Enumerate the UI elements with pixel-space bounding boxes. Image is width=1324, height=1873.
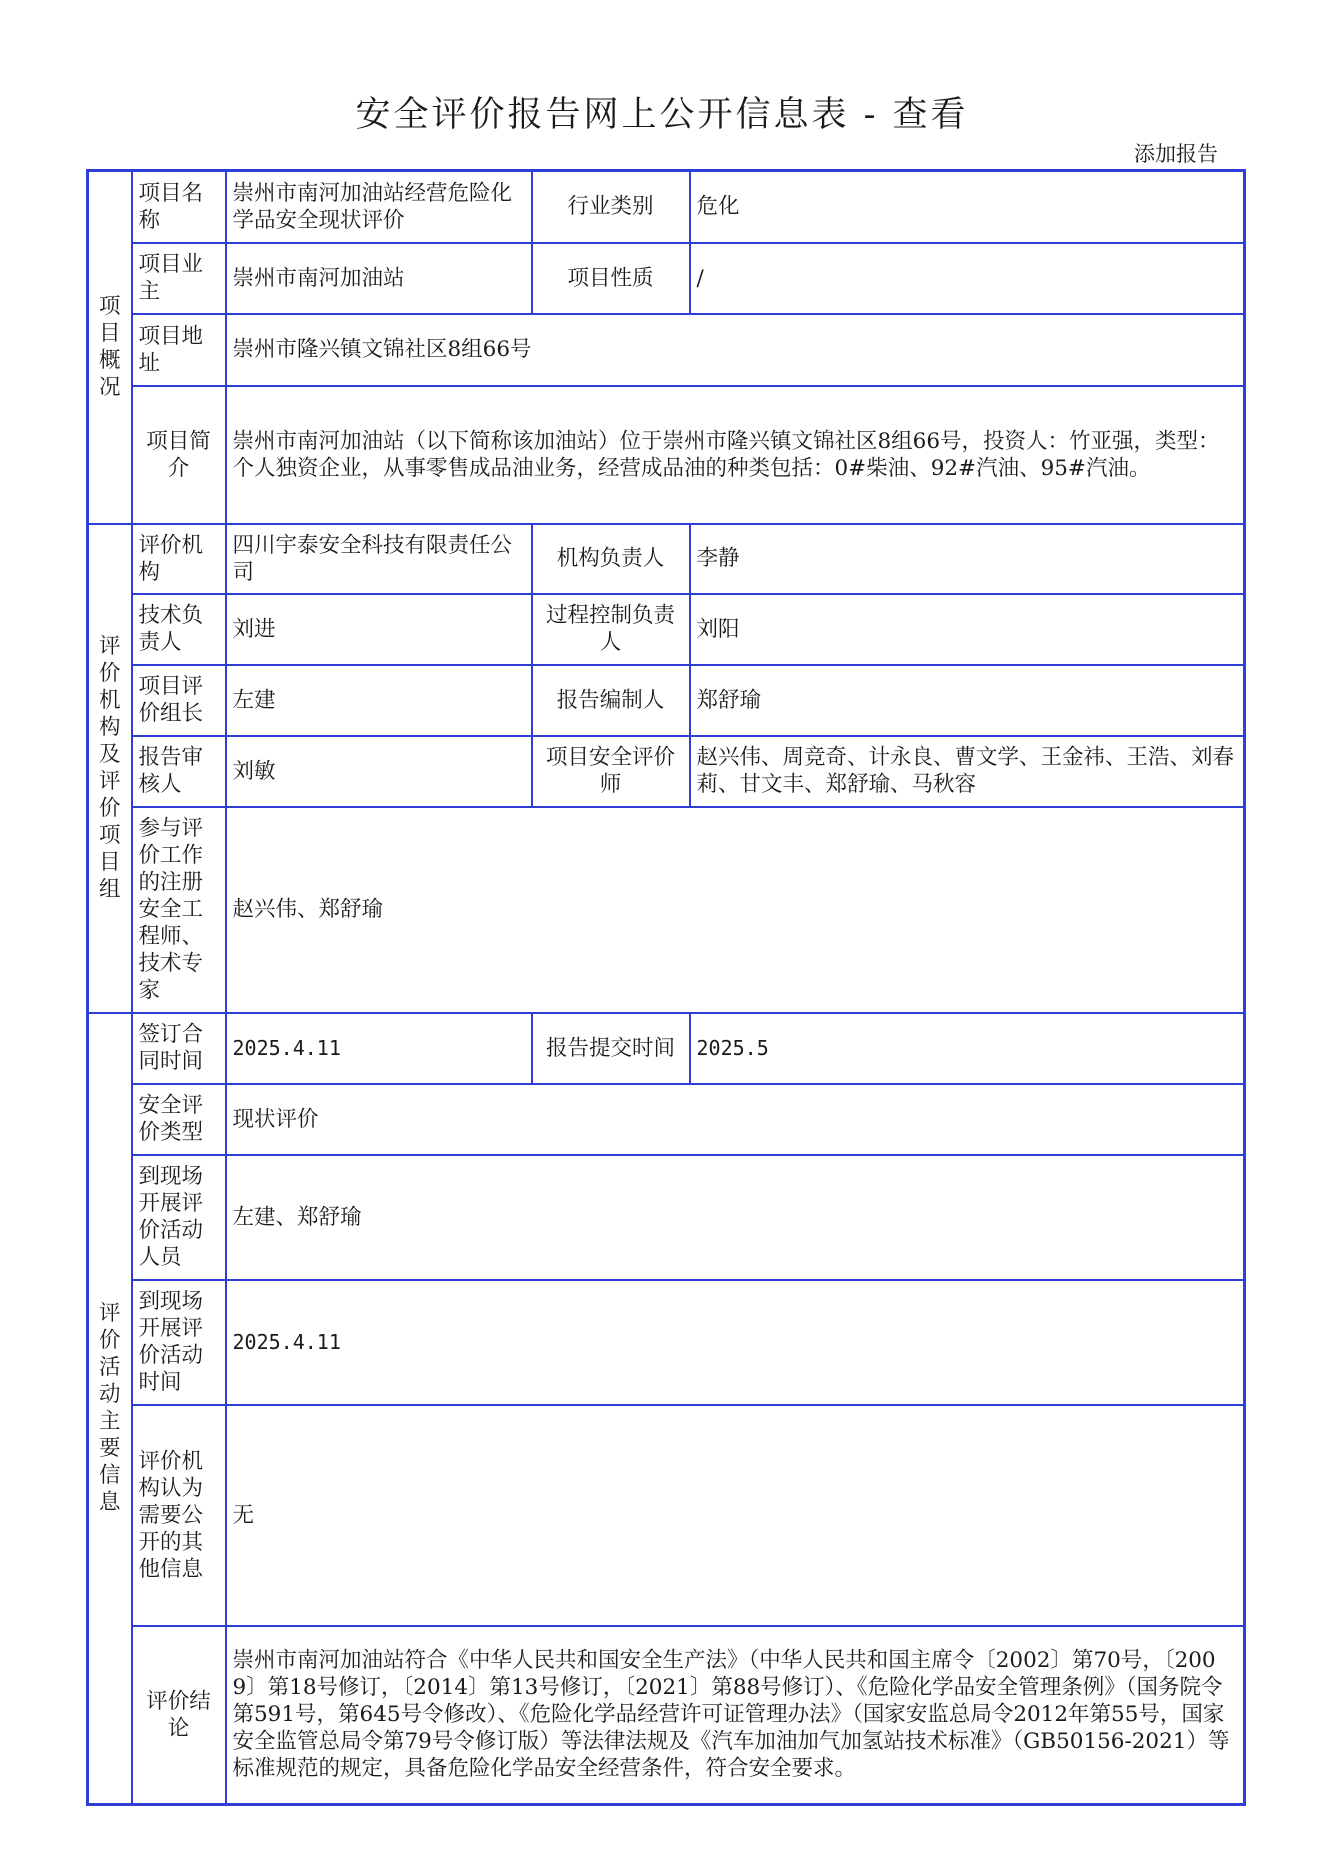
nature-value: /: [690, 243, 1245, 314]
team-leader-label: 项目评价组长: [132, 665, 226, 736]
evaluators-label: 项目安全评价师: [532, 736, 690, 807]
team-leader-value: 左建: [226, 665, 532, 736]
agency-head-label: 机构负责人: [532, 524, 690, 594]
table-row: [88, 1626, 1245, 1805]
eval-type-label: 安全评价类型: [132, 1084, 226, 1155]
site-people-value: 左建、郑舒瑜: [226, 1155, 1245, 1280]
submit-date-label: 报告提交时间: [532, 1013, 690, 1084]
reviewer-label: 报告审核人: [132, 736, 226, 807]
contract-date-label: 签订合同时间: [132, 1013, 226, 1084]
engineers-label: 参与评价工作的注册安全工程师、技术专家: [132, 807, 226, 1013]
table-row: [88, 171, 1245, 243]
submit-date-value: 2025.5: [690, 1013, 1245, 1084]
owner-label: 项目业主: [132, 243, 226, 314]
report-author-label: 报告编制人: [532, 665, 690, 736]
nature-label: 项目性质: [532, 243, 690, 314]
conclusion-label: 评价结论: [132, 1626, 226, 1805]
engineers-value: 赵兴伟、郑舒瑜: [226, 807, 1245, 1013]
site-time-value: 2025.4.11: [226, 1280, 1245, 1405]
industry-value: 危化: [690, 171, 1245, 243]
table-row: [88, 736, 1245, 807]
section-activity: 评价活动主要信息: [88, 1013, 132, 1805]
summary-value: 崇州市南河加油站（以下简称该加油站）位于崇州市隆兴镇文锦社区8组66号，投资人：竹亚强，类型：个人独资企业，从事零售成品油业务，经营成品油的种类包括：0#柴油、92#汽油、95#汽油。: [226, 386, 1245, 524]
contract-date-value: 2025.4.11: [226, 1013, 532, 1084]
conclusion-value: 崇州市南河加油站符合《中华人民共和国安全生产法》（中华人民共和国主席令〔2002〕第70号，〔2009〕第18号修订，〔2014〕第13号修订，〔2021〕第88号修订）、《危险化学品安全管理条例》（国务院令第591号，第645号令修改）、《危险化学品经营许可证管理办法》（国家安监总局令2012年第55号，国家安全监管总局令第79号令修订版）等法律法规及《汽车加油加气加氢站技术标准》（GB50156-2021）等标准规范的规定，具备危险化学品安全经营条件，符合安全要求。: [226, 1626, 1245, 1805]
site-people-label: 到现场开展评价活动人员: [132, 1155, 226, 1280]
page-title: 安全评价报告网上公开信息表 - 查看: [355, 95, 969, 135]
report-author-value: 郑舒瑜: [690, 665, 1245, 736]
reviewer-value: 刘敏: [226, 736, 532, 807]
owner-value: 崇州市南河加油站: [226, 243, 532, 314]
tech-head-value: 刘进: [226, 594, 532, 665]
other-info-value: 无: [226, 1405, 1245, 1626]
industry-label: 行业类别: [532, 171, 690, 243]
add-report-link[interactable]: 添加报告: [1134, 142, 1218, 166]
agency-label: 评价机构: [132, 524, 226, 594]
table-row: [88, 1155, 1245, 1280]
table-row: [88, 1280, 1245, 1405]
project-name-value: 崇州市南河加油站经营危险化学品安全现状评价: [226, 171, 532, 243]
section-overview: 项目概况: [88, 171, 132, 524]
table-row: [88, 1013, 1245, 1084]
tech-head-label: 技术负责人: [132, 594, 226, 665]
table-row: [88, 665, 1245, 736]
summary-label: 项目简介: [132, 386, 226, 524]
process-head-label: 过程控制负责人: [532, 594, 690, 665]
table-row: [88, 594, 1245, 665]
process-head-value: 刘阳: [690, 594, 1245, 665]
table-row: [88, 386, 1245, 524]
site-time-label: 到现场开展评价活动时间: [132, 1280, 226, 1405]
agency-head-value: 李静: [690, 524, 1245, 594]
address-value: 崇州市隆兴镇文锦社区8组66号: [226, 314, 1245, 386]
table-row: [88, 524, 1245, 594]
table-row: [88, 243, 1245, 314]
table-row: [88, 1084, 1245, 1155]
agency-value: 四川宇泰安全科技有限责任公司: [226, 524, 532, 594]
table-row: [88, 314, 1245, 386]
other-info-label: 评价机构认为需要公开的其他信息: [132, 1405, 226, 1626]
section-org: 评价机构及评价项目组: [88, 524, 132, 1013]
info-table: [86, 169, 1246, 1806]
eval-type-value: 现状评价: [226, 1084, 1245, 1155]
project-name-label: 项目名称: [132, 171, 226, 243]
table-row: [88, 807, 1245, 1013]
table-row: [88, 1405, 1245, 1626]
evaluators-value: 赵兴伟、周竞奇、计永良、曹文学、王金祎、王浩、刘春莉、甘文丰、郑舒瑜、马秋容: [690, 736, 1245, 807]
address-label: 项目地址: [132, 314, 226, 386]
